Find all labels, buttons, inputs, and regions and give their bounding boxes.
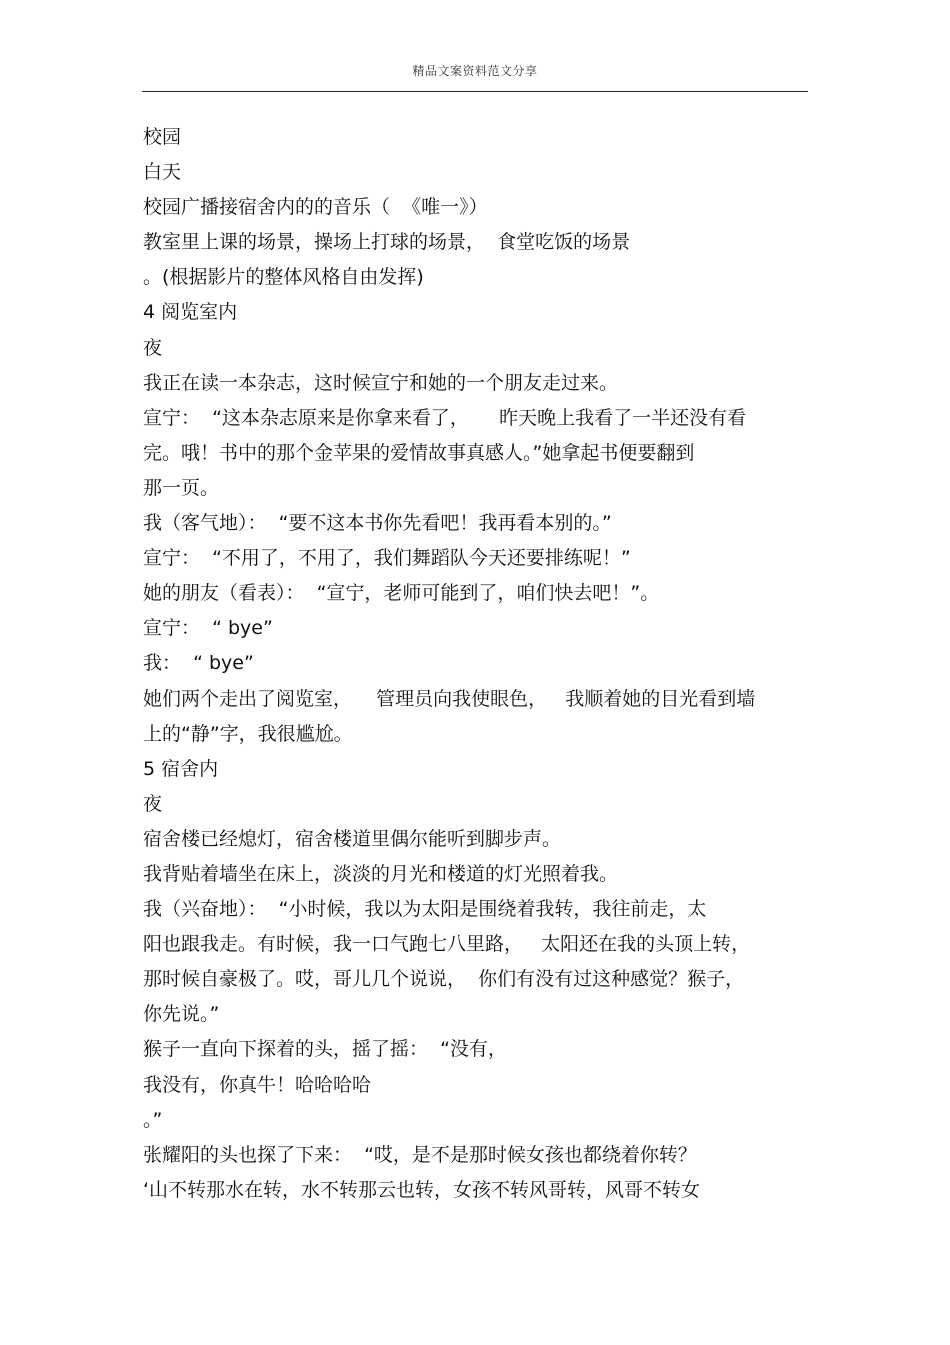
text-line: 宣宁： “ bye” xyxy=(143,617,273,640)
text-line: 校园广播接宿舍内的的音乐（ 《唯一》） xyxy=(143,196,488,219)
text-line: 那一页。 xyxy=(143,476,220,499)
text-line: 我（兴奋地）： “小时候，我以为太阳是围绕着我转，我往前走，太 xyxy=(143,898,707,921)
text-line: 。(根据影片的整体风格自由发挥) xyxy=(143,266,424,289)
page-header-title: 精品文案资料范文分享 xyxy=(412,64,538,78)
text-line: 我没有，你真牛！哈哈哈哈 xyxy=(143,1073,372,1096)
text-line: 她的朋友（看表）： “宣宁，老师可能到了，咱们快去吧！”。 xyxy=(143,582,660,605)
text-line: 我正在读一本杂志，这时候宣宁和她的一个朋友走过来。 xyxy=(143,371,619,394)
text-line: 白天 xyxy=(143,161,182,184)
text-line: ‘山不转那水在转，水不转那云也转，女孩不转风哥转，风哥不转女 xyxy=(143,1178,701,1201)
document-body xyxy=(143,120,813,1208)
text-line: 我（客气地）： “要不这本书你先看吧！我再看本别的。” xyxy=(143,512,612,535)
text-line: 校园 xyxy=(143,126,182,148)
text-line: 5 宿舍内 xyxy=(143,757,219,780)
text-line: 猴子一直向下探着的头，摇了摇： “没有， xyxy=(143,1038,507,1061)
text-line: 夜 xyxy=(143,336,163,359)
text-line: 我背贴着墙坐在床上，淡淡的月光和楼道的灯光照着我。 xyxy=(143,862,619,885)
text-line: 她们两个走出了阅览室， 管理员向我使眼色， 我顺着她的目光看到墙 xyxy=(143,687,756,710)
text-line: 阳也跟我走。有时候，我一口气跑七八里路， 太阳还在我的头顶上转， xyxy=(143,933,751,956)
text-line: 那时候自豪极了。哎，哥儿几个说说， 你们有没有过这种感觉？猴子， xyxy=(143,968,745,991)
text-line: 宣宁： “不用了，不用了，我们舞蹈队今天还要排练呢！” xyxy=(143,547,631,570)
text-line: 4 阅览室内 xyxy=(143,301,238,324)
text-line: 教室里上课的场景，操场上打球的场景， 食堂吃饭的场景 xyxy=(143,231,631,254)
text-line: 上的“静”字，我很尴尬。 xyxy=(143,722,353,745)
text-line: 我： “ bye” xyxy=(143,652,254,675)
text-line: 。” xyxy=(143,1108,163,1131)
text-line: 张耀阳的头也探了下来： “哎，是不是那时候女孩也都绕着你转？ xyxy=(143,1143,697,1166)
text-line: 夜 xyxy=(143,792,163,815)
header-divider xyxy=(142,91,808,92)
text-line: 宿舍楼已经熄灯，宿舍楼道里偶尔能听到脚步声。 xyxy=(143,827,562,850)
text-line: 宣宁： “这本杂志原来是你拿来看了， 昨天晚上我看了一半还没有看 xyxy=(143,406,747,429)
text-line: 完。哦！书中的那个金苹果的爱情故事真感人。”她拿起书便要翻到 xyxy=(143,441,695,464)
text-line: 你先说。” xyxy=(143,1003,220,1026)
